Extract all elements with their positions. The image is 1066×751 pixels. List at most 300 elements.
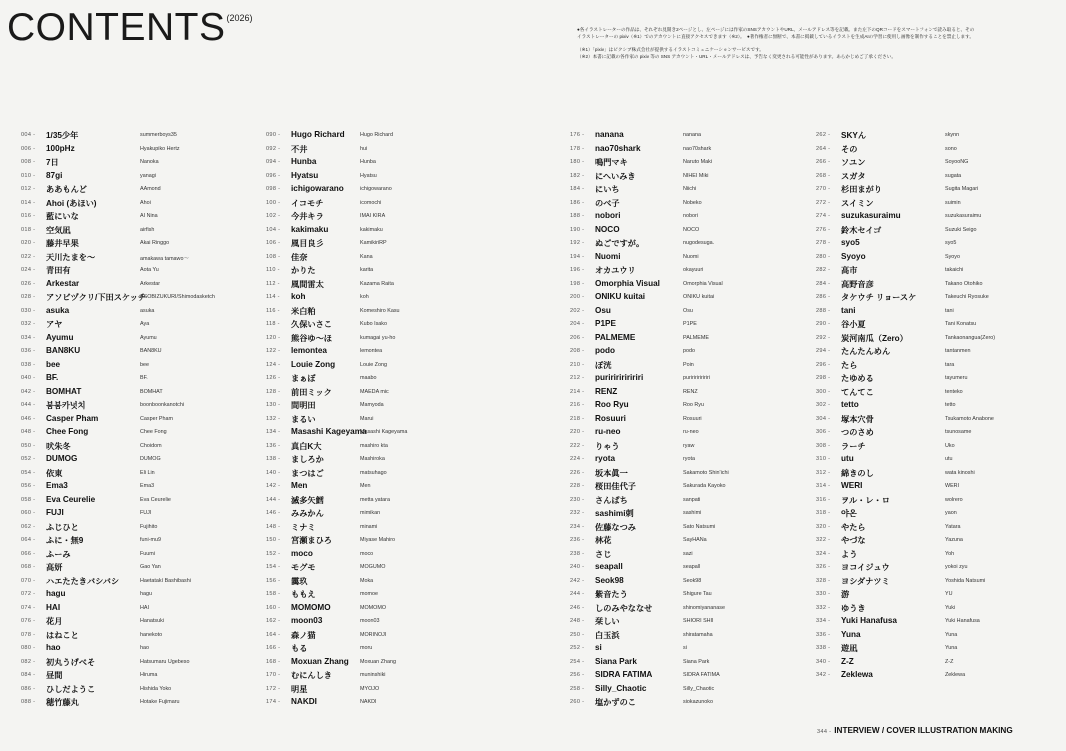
list-item <box>570 683 805 697</box>
page-number: 116 - <box>266 307 280 314</box>
list-item <box>816 467 1056 481</box>
artist-name: 前田ミック <box>291 387 332 397</box>
list-item <box>570 318 805 332</box>
artist-romaji: Yuki Hanafusa <box>945 618 980 624</box>
page-number: 100 - <box>266 199 281 206</box>
artist-name: Eva Ceurelie <box>46 494 96 504</box>
list-item <box>816 345 1056 359</box>
artist-name: BOMHAT <box>46 386 82 396</box>
artist-romaji: Kana <box>360 253 373 260</box>
artist-name: かりた <box>291 266 316 275</box>
artist-name: ふに・無9 <box>46 536 84 545</box>
artist-romaji: yaon <box>945 510 957 516</box>
list-item <box>266 615 501 629</box>
page-number: 014 - <box>21 199 36 206</box>
artist-romaji: Yazuna <box>945 537 963 543</box>
list-item <box>266 521 501 535</box>
list-item <box>266 507 501 521</box>
artist-name: 遊凪 <box>841 644 858 653</box>
artist-name: さじ <box>595 549 612 559</box>
artist-romaji: Hugo Richard <box>360 132 393 138</box>
artist-romaji: puririririririri <box>683 375 710 381</box>
page-number: 120 - <box>266 334 281 341</box>
page-number: 332 - <box>816 604 831 611</box>
page-number: 048 - <box>21 429 36 435</box>
artist-name: ましろか <box>291 455 324 464</box>
list-item <box>266 183 501 197</box>
page-number: 108 - <box>266 253 281 260</box>
artist-romaji: suzukasuraimu <box>945 213 982 219</box>
artist-name: lemontea <box>291 346 327 355</box>
list-item <box>21 359 256 373</box>
list-item <box>816 642 1056 656</box>
page-number: 320 - <box>816 523 831 530</box>
artist-name: HAI <box>46 602 61 612</box>
list-item <box>21 183 256 197</box>
list-item <box>816 453 1056 467</box>
artist-name: たんたんめん <box>841 347 891 356</box>
artist-name: ふじひと <box>46 522 79 532</box>
page-number: 194 - <box>570 253 585 260</box>
list-item <box>266 629 501 643</box>
artist-name: tetto <box>841 400 859 409</box>
artist-name: 游 <box>841 590 850 599</box>
artist-romaji: MOMOMO <box>360 604 387 611</box>
list-item <box>570 264 805 278</box>
page-number: 216 - <box>570 402 585 408</box>
artist-romaji: Aya <box>140 321 150 327</box>
list-item <box>21 413 256 427</box>
page-number: 312 - <box>816 469 831 476</box>
artist-name: まつはご <box>291 468 324 478</box>
list-item <box>816 588 1056 602</box>
artist-romaji: Eva Ceurelie <box>140 496 171 503</box>
list-item <box>21 143 256 157</box>
page-number: 030 - <box>21 307 36 314</box>
artist-name: Men <box>291 481 308 490</box>
artist-romaji: Moka <box>360 577 374 584</box>
page-number: 134 - <box>266 429 281 435</box>
contents-column <box>816 129 1056 683</box>
page-number: 340 - <box>816 658 831 665</box>
list-item <box>816 602 1056 616</box>
page-number: 188 - <box>570 213 585 219</box>
artist-romaji: BOMHAT <box>140 388 163 395</box>
page-number: 196 - <box>570 267 585 273</box>
page-number: 094 - <box>266 159 281 165</box>
page-number: 102 - <box>266 213 281 219</box>
list-item <box>570 237 805 251</box>
artist-romaji: Choidom <box>140 442 162 449</box>
list-item <box>266 210 501 224</box>
list-item <box>21 642 256 656</box>
artist-name: Ema3 <box>46 481 68 490</box>
artist-romaji: P1PE <box>683 321 697 327</box>
artist-romaji: seapall <box>683 564 701 570</box>
page-number: 040 - <box>21 375 36 381</box>
page-number: 052 - <box>21 456 36 462</box>
list-item <box>266 480 501 494</box>
artist-romaji: icomochi <box>360 199 382 206</box>
artist-name: Louie Zong <box>291 359 336 369</box>
artist-romaji: Hotake Fujimaru <box>140 699 180 705</box>
artist-name: Chee Fong <box>46 427 89 436</box>
artist-name: 昼間 <box>46 671 63 680</box>
artist-name: 熊谷ゆ〜ほ <box>291 333 332 343</box>
page-number: 242 - <box>570 577 585 584</box>
list-item <box>816 143 1056 157</box>
artist-romaji: sashimi <box>683 510 702 516</box>
artist-name: 高市 <box>841 266 858 275</box>
page-number: 266 - <box>816 159 831 165</box>
artist-name: のべ子 <box>595 198 620 208</box>
artist-name: SKYん <box>841 131 867 140</box>
list-item <box>570 453 805 467</box>
list-item <box>570 669 805 683</box>
artist-romaji: ichigowarano <box>360 186 392 192</box>
artist-romaji: funi-mu9 <box>140 537 161 543</box>
artist-name: ミナミ <box>291 522 316 532</box>
page-number: 330 - <box>816 591 831 597</box>
artist-romaji: shiratamaha <box>683 631 713 638</box>
artist-romaji: Aota Yu <box>140 267 159 273</box>
page-number: 290 - <box>816 321 831 327</box>
artist-romaji: Hatsumaru Ugebeso <box>140 658 190 665</box>
list-item <box>266 372 501 386</box>
artist-romaji: airfish <box>140 226 155 233</box>
artist-name: 依東 <box>46 468 63 478</box>
artist-romaji: Yuki <box>945 604 956 611</box>
artist-name: ひしだようこ <box>46 684 96 694</box>
list-item <box>266 359 501 373</box>
artist-romaji: Hanatsuki <box>140 618 164 624</box>
artist-name: 桜田佳代子 <box>595 482 636 491</box>
page-number: 024 - <box>21 267 36 273</box>
list-item <box>570 642 805 656</box>
artist-name: Siana Park <box>595 656 637 666</box>
page-number: 088 - <box>21 699 36 705</box>
artist-name: ヲル・レ・ロ <box>841 495 890 505</box>
artist-romaji: moon03 <box>360 618 380 624</box>
artist-romaji: BAN8KU <box>140 348 162 354</box>
artist-name: Hunba <box>291 157 317 166</box>
artist-romaji: Sakamoto Shin'ichi <box>683 469 729 476</box>
artist-name: 藍にいな <box>46 212 79 221</box>
artist-name: koh <box>291 292 306 301</box>
list-item <box>266 656 501 670</box>
page-number: 064 - <box>21 537 36 543</box>
list-item <box>21 467 256 481</box>
artist-name: まぁぼ <box>291 374 316 383</box>
artist-romaji: maabo <box>360 375 377 381</box>
note-line: イラストレーターの pixiv（※1）でのアカウントに直接アクセスできます（※2）。 ●著作権者に無断で、本書に掲載しているイラストを生成AIの学習に使用し画像を制作することを禁止します。 <box>577 34 974 39</box>
artist-name: 風目良彡 <box>291 239 324 248</box>
artist-name: よう <box>841 549 858 559</box>
list-item <box>570 305 805 319</box>
list-item <box>570 143 805 157</box>
artist-romaji: Hyatsu <box>360 172 377 179</box>
artist-romaji: ryaw <box>683 442 695 449</box>
artist-name: 花月 <box>46 617 63 626</box>
artist-name: Ahoi (あほい) <box>46 198 97 208</box>
page-number: 200 - <box>570 294 585 300</box>
artist-romaji: wolrero <box>945 496 963 503</box>
artist-name: 今井キラ <box>291 212 324 221</box>
list-item <box>266 602 501 616</box>
artist-name: ああもんど <box>46 185 87 194</box>
list-item <box>21 156 256 170</box>
page-number: 074 - <box>21 604 36 611</box>
page-number: 324 - <box>816 550 831 557</box>
year-label: (2026) <box>226 13 253 23</box>
artist-romaji: Tani Konatsu <box>945 321 977 327</box>
artist-name: nao70shark <box>595 143 641 153</box>
artist-name: ハエたたきバシバシ <box>46 576 120 586</box>
artist-name: 天川たまを〜 <box>46 252 96 262</box>
page-number: 226 - <box>570 469 585 476</box>
page-number: 314 - <box>816 483 831 489</box>
artist-romaji: Haetatakí Bashibashi <box>140 577 191 584</box>
artist-name: 塚本穴骨 <box>841 414 874 424</box>
artist-name: si <box>595 643 602 652</box>
artist-romaji: suimin <box>945 199 961 206</box>
list-item <box>266 264 501 278</box>
artist-name: 穂竹藤丸 <box>46 698 79 707</box>
artist-name: 炭河南瓜（Zero） <box>841 333 908 343</box>
artist-romaji: Moxuan Zhang <box>360 658 396 665</box>
artist-name: 7日 <box>46 158 59 167</box>
artist-romaji: okayuuri <box>683 267 704 273</box>
artist-romaji: kakimaku <box>360 226 383 233</box>
page-number: 170 - <box>266 672 281 678</box>
page-number: 270 - <box>816 186 831 192</box>
artist-name: まるい <box>291 414 316 424</box>
artist-romaji: tantanmen <box>945 348 971 354</box>
artist-name: 谷小夏 <box>841 320 866 329</box>
list-item <box>266 237 501 251</box>
artist-name: 塩かずのこ <box>595 698 636 707</box>
artist-romaji: MORINOJI <box>360 631 387 638</box>
artist-name: P1PE <box>595 319 616 328</box>
artist-name: nobori <box>595 211 621 220</box>
page-number: 186 - <box>570 199 585 206</box>
list-item <box>816 521 1056 535</box>
page-number: 204 - <box>570 321 585 327</box>
footnote-line: （※1）「pixiv」はピクシブ株式会社が提供するイラストコミュニケーションサービスです。 <box>577 47 764 52</box>
list-item <box>816 210 1056 224</box>
list-item <box>21 237 256 251</box>
page-number: 300 - <box>816 388 831 395</box>
artist-romaji: PALMEME <box>683 334 709 341</box>
artist-romaji: SoyooNG <box>945 159 969 165</box>
page-number: 328 - <box>816 577 831 584</box>
artist-romaji: Niichi <box>683 186 697 192</box>
page-number: 148 - <box>266 523 281 530</box>
artist-romaji: Chee Fong <box>140 429 167 435</box>
artist-romaji: tani <box>945 307 954 314</box>
artist-name: Rosuuri <box>595 413 626 423</box>
artist-romaji: tara <box>945 361 955 368</box>
list-item <box>21 345 256 359</box>
artist-name: Yuki Hanafusa <box>841 616 897 625</box>
artist-romaji: Miyase Mahiro <box>360 537 396 543</box>
artist-name: 87gi <box>46 170 63 180</box>
page-number: 184 - <box>570 186 585 192</box>
page-number: 240 - <box>570 564 585 570</box>
page-number: 038 - <box>21 361 36 368</box>
artist-name: にへいみき <box>595 171 636 181</box>
artist-name: 真白K大 <box>291 441 322 451</box>
artist-name: PALMEME <box>595 332 636 342</box>
page-number: 010 - <box>21 172 36 179</box>
list-item <box>21 696 256 710</box>
artist-romaji: Masashi Kageyama <box>360 429 408 435</box>
list-item <box>570 332 805 346</box>
artist-name: 栞しい <box>595 617 620 626</box>
page-number: 092 - <box>266 145 281 152</box>
list-item <box>816 561 1056 575</box>
page-number: 124 - <box>266 361 281 368</box>
list-item <box>816 183 1056 197</box>
page-number: 044 - <box>21 402 36 408</box>
artist-romaji: syo5 <box>945 240 957 246</box>
page-number: 042 - <box>21 388 36 395</box>
page-number: 278 - <box>816 240 831 246</box>
page-number: 304 - <box>816 415 831 422</box>
list-item <box>570 480 805 494</box>
artist-romaji: Hishida Yoko <box>140 685 172 692</box>
list-item <box>570 372 805 386</box>
artist-name: BAN8KU <box>46 346 81 355</box>
artist-romaji: mimikan <box>360 510 381 516</box>
list-item <box>816 507 1056 521</box>
list-item <box>570 345 805 359</box>
artist-name: さんぱち <box>595 495 628 505</box>
artist-romaji: Tankaonangua(Zero) <box>945 334 996 341</box>
artist-romaji: muninshiki <box>360 672 386 678</box>
page-number: 228 - <box>570 483 585 489</box>
artist-romaji: wata kinoshi <box>945 469 975 476</box>
list-item <box>570 440 805 454</box>
artist-romaji: Seok98 <box>683 577 702 584</box>
artist-romaji: Osu <box>683 307 693 314</box>
notes-block <box>577 26 1047 60</box>
artist-name: 森ノ猫 <box>291 630 316 640</box>
artist-name: 鳴門マキ <box>595 158 628 167</box>
page-number: 098 - <box>266 186 281 192</box>
list-item <box>266 440 501 454</box>
page-number: 252 - <box>570 645 585 651</box>
artist-name: 久保いさこ <box>291 320 332 329</box>
list-item <box>21 629 256 643</box>
list-item <box>570 224 805 238</box>
artist-name: 100pHz <box>46 143 75 153</box>
artist-name: tani <box>841 305 856 315</box>
page-number: 198 - <box>570 280 585 287</box>
artist-name: つのさめ <box>841 428 874 437</box>
page-number: 066 - <box>21 550 36 557</box>
list-item <box>21 264 256 278</box>
list-item <box>21 494 256 508</box>
list-item <box>816 480 1056 494</box>
list-item <box>21 305 256 319</box>
page-number: 338 - <box>816 645 831 651</box>
page-number: 138 - <box>266 456 281 462</box>
artist-name: タケウチ リョースケ <box>841 293 917 302</box>
list-item <box>266 467 501 481</box>
page-number: 192 - <box>570 240 585 246</box>
artist-romaji: Poin <box>683 361 694 368</box>
list-item <box>816 197 1056 211</box>
page-number: 032 - <box>21 321 36 327</box>
artist-romaji: AI Nina <box>140 213 158 219</box>
page-number: 146 - <box>266 510 281 516</box>
artist-name: Hyatsu <box>291 170 319 180</box>
list-item <box>570 413 805 427</box>
artist-romaji: Kazama Raita <box>360 280 394 287</box>
artist-romaji: Fujihito <box>140 523 158 530</box>
artist-name: Seok98 <box>595 575 624 585</box>
page-number: 026 - <box>21 280 36 287</box>
page-number: 272 - <box>816 199 831 206</box>
interview-entry <box>817 720 1013 738</box>
page-number: 274 - <box>816 213 831 219</box>
artist-name: もる <box>291 644 308 653</box>
artist-name: sashimi刺 <box>595 509 634 518</box>
page-number: 306 - <box>816 429 831 435</box>
artist-name: 佐藤なつみ <box>595 522 636 532</box>
artist-name: Silly_Chaotic <box>595 683 647 693</box>
page-number: 282 - <box>816 267 831 273</box>
artist-romaji: amakawa tamawo〜 <box>140 255 189 262</box>
artist-name: Masashi Kageyama <box>291 427 367 436</box>
page-number: 212 - <box>570 375 585 381</box>
page-number: 276 - <box>816 226 831 233</box>
page-number: 126 - <box>266 375 281 381</box>
artist-name: 야온 <box>841 509 857 518</box>
page-number: 006 - <box>21 145 36 152</box>
artist-name: Casper Pham <box>46 413 99 423</box>
page-number: 158 - <box>266 591 281 597</box>
page-number: 168 - <box>266 658 281 665</box>
artist-name: moon03 <box>291 616 323 625</box>
section-name: INTERVIEW / COVER ILLUSTRATION MAKING <box>834 726 1013 735</box>
artist-romaji: nao70shark <box>683 145 712 152</box>
page-number: 326 - <box>816 564 831 570</box>
artist-romaji: moru <box>360 645 373 651</box>
artist-romaji: WERI <box>945 483 960 489</box>
list-item <box>21 656 256 670</box>
artist-name: asuka <box>46 305 70 315</box>
list-item <box>266 642 501 656</box>
artist-name: アソビヅクリ/下田スケッチ <box>46 293 147 302</box>
artist-name: 鈴木セイゴ <box>841 225 882 235</box>
artist-name: ichigowarano <box>291 184 344 193</box>
page-number: 318 - <box>816 510 831 516</box>
page-number: 080 - <box>21 645 36 651</box>
list-item <box>570 494 805 508</box>
artist-romaji: metta yatara <box>360 496 390 503</box>
page-number: 054 - <box>21 469 36 476</box>
list-item <box>21 669 256 683</box>
artist-name: スイミン <box>841 198 874 208</box>
artist-name: ヨシダナツミ <box>841 576 890 586</box>
contents-column <box>266 129 501 710</box>
artist-romaji: Syoyo <box>945 253 960 260</box>
list-item <box>816 413 1056 427</box>
page-number: 254 - <box>570 658 585 665</box>
list-item <box>570 575 805 589</box>
